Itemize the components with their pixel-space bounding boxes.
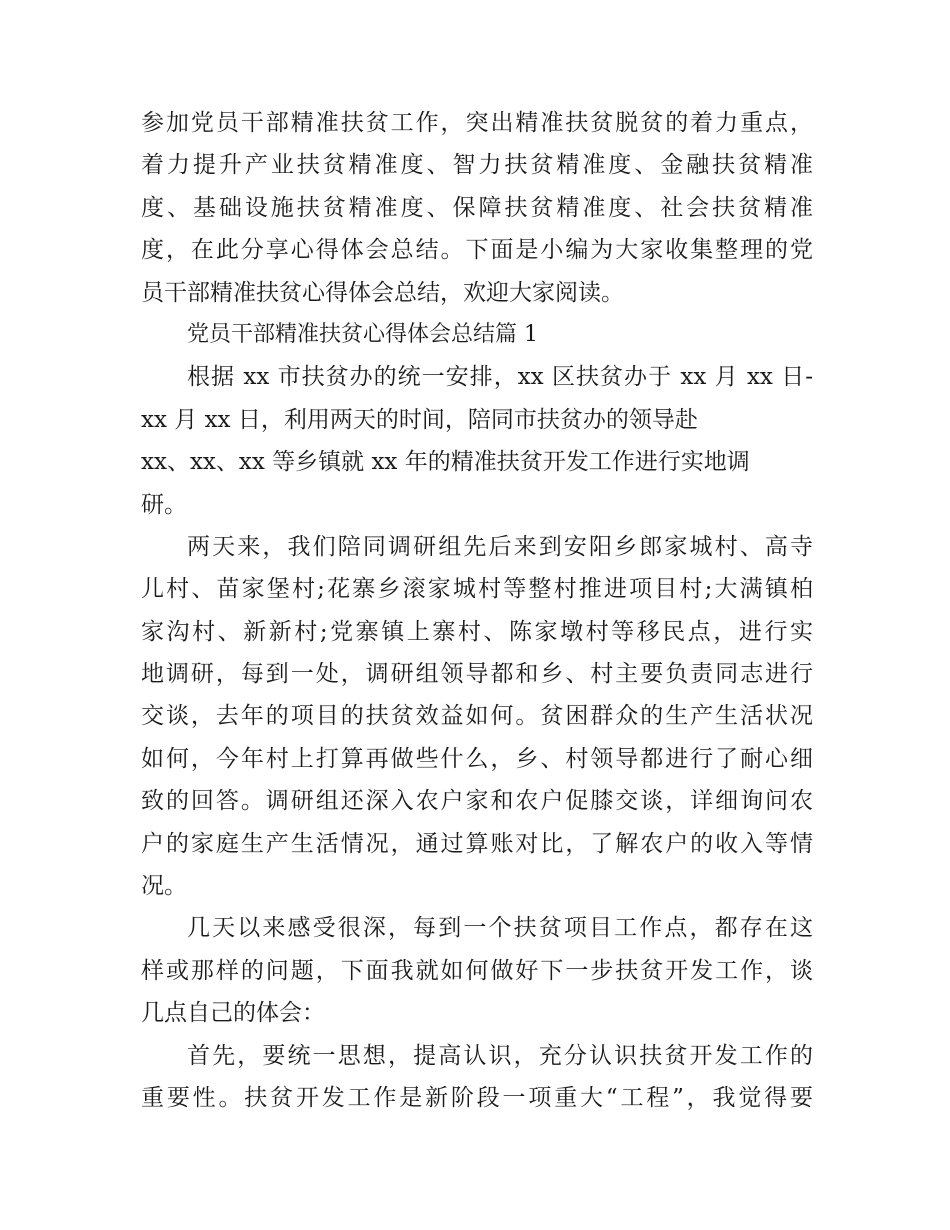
paragraph-line: 着力提升产业扶贫精准度、智力扶贫精准度、金融扶贫精准 [141,152,813,179]
paragraph-line: 如何，今年村上打算再做些什么，乡、村领导都进行了耐心细 [141,745,813,772]
paragraph-line: 研。 [141,491,187,518]
paragraph-line: 几点自己的体会： [141,1000,325,1027]
paragraph-line: 两天来，我们陪同调研组先后来到安阳乡郎家城村、高寺 [187,533,813,560]
paragraph-line: 交谈，去年的项目的扶贫效益如何。贫困群众的生产生活状况 [141,703,813,730]
paragraph-line: 根据 xx 市扶贫办的统一安排，xx 区扶贫办于 xx 月 xx 日- [187,364,813,391]
paragraph-line: 家沟村、新新村;党寨镇上寨村、陈家墩村等移民点，进行实 [141,618,813,645]
paragraph-line: 度，在此分享心得体会总结。下面是小编为大家收集整理的党 [141,237,813,264]
paragraph-line: 几天以来感受很深，每到一个扶贫项目工作点，都存在这 [187,915,813,942]
paragraph-line: 儿村、苗家堡村;花寨乡滚家城村等整村推进项目村;大满镇柏 [141,576,813,603]
section-heading: 党员干部精准扶贫心得体会总结篇 1 [187,321,538,347]
paragraph-line: 度、基础设施扶贫精准度、保障扶贫精准度、社会扶贫精准 [141,194,813,221]
paragraph-line: xx 月 xx 日，利用两天的时间，陪同市扶贫办的领导赴 [141,406,698,433]
paragraph-line: 重要性。扶贫开发工作是新阶段一项重大“工程”，我觉得要 [141,1084,813,1111]
paragraph-line: 地调研，每到一处，调研组领导都和乡、村主要负责同志进行 [141,661,813,688]
paragraph-line: 参加党员干部精准扶贫工作，突出精准扶贫脱贫的着力重点， [141,110,813,136]
paragraph-line: 况。 [141,873,187,900]
paragraph-line: xx、xx、xx 等乡镇就 xx 年的精准扶贫开发工作进行实地调 [141,449,750,476]
paragraph-line: 户的家庭生产生活情况，通过算账对比，了解农户的收入等情 [141,830,813,857]
document-body [141,102,813,1119]
paragraph-line: 员干部精准扶贫心得体会总结，欢迎大家阅读。 [141,279,624,306]
paragraph-line: 首先，要统一思想，提高认识，充分认识扶贫开发工作的 [187,1042,813,1069]
paragraph-line: 样或那样的问题，下面我就如何做好下一步扶贫开发工作，谈 [141,957,813,984]
paragraph-line: 致的回答。调研组还深入农户家和农户促膝交谈，详细询问农 [141,788,813,815]
